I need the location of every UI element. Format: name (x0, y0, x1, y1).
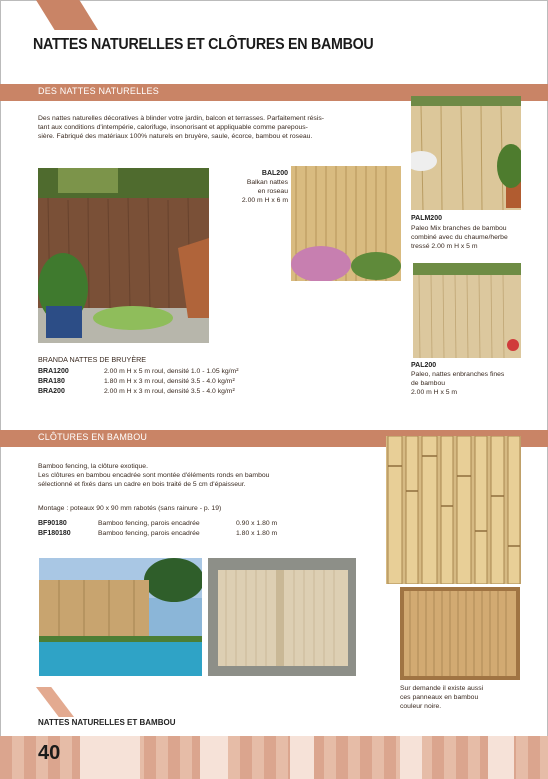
footer-block (488, 736, 514, 779)
photo-pal200 (413, 263, 521, 358)
black-panel-note (400, 684, 525, 711)
bf-code: BF90180 (38, 520, 67, 527)
palm200-line: Paleo Mix branches de bambou (411, 225, 507, 232)
pal200-line: Paleo, nattes enbranches fines (411, 371, 505, 378)
palm200-line: combiné avec du chaume/herbe (411, 234, 508, 241)
photo-bal200 (291, 166, 401, 281)
footer-block (290, 736, 314, 779)
clotures-intro-line: sélectionné et fixés dans un cadre en bois traité de 5 cm d'épaisseur. (38, 481, 246, 488)
note-line: ces panneaux en bambou (400, 694, 479, 701)
clotures-intro-line: Les clôtures en bambou encadrée sont montée d'éléments ronds en bambou (38, 472, 270, 479)
clotures-intro (38, 462, 378, 489)
photo-bruyere-garden (38, 168, 209, 343)
clotures-intro-line: Bamboo fencing, la clôture exotique. (38, 463, 148, 470)
bal200-code: BAL200 (261, 170, 288, 177)
photo-pool-fencing (39, 558, 202, 676)
bf-code: BF180180 (38, 530, 71, 537)
photo-bamboo-panel (400, 587, 520, 680)
photo-wall-fencing (208, 558, 356, 676)
branda-desc: 2.00 m H x 5 m roul, densité 1.0 - 1.05 kg/m² (104, 368, 239, 375)
footer-block (400, 736, 422, 779)
pal200-code: PAL200 (411, 362, 437, 369)
nattes-intro (38, 114, 408, 141)
intro-line: tant aux conditions d'intempérie, calorifuge, insonorisant et appliquable comme parepous- (38, 124, 308, 131)
bf-desc: Bamboo fencing, parois encadrée (98, 530, 200, 537)
bf-size: 0.90 x 1.80 m (236, 520, 278, 527)
bal200-line: 2.00 m H x 6 m (241, 197, 288, 204)
montage-note: Montage : poteaux 90 x 90 mm rabotés (sans rainure - p. 19) (38, 505, 222, 512)
bal200-line: en roseau (257, 188, 288, 195)
intro-line: Des nattes naturelles décoratives à blinder votre jardin, balcon et terrasses. Parfaitement résis- (38, 115, 324, 122)
palm200-desc (411, 224, 536, 251)
photo-palm200 (411, 96, 521, 210)
pal200-desc (411, 370, 536, 397)
pal200-line: 2.00 m H x 5 m (411, 389, 458, 396)
branda-code: BRA180 (38, 378, 65, 385)
palm200-line: tressé 2.00 m H x 5 m (411, 243, 478, 250)
bal200-line: Balkan nattes (246, 179, 288, 186)
pal200-line: de bambou (411, 380, 446, 387)
note-line: couleur noire. (400, 703, 442, 710)
branda-title: BRANDA NATTES DE BRUYÈRE (38, 355, 147, 364)
palm200-code: PALM200 (411, 215, 442, 222)
footer-block (200, 736, 228, 779)
branda-desc: 2.00 m H x 3 m roul, densité 3.5 - 4.0 kg/m² (104, 388, 235, 395)
footer-block (80, 736, 140, 779)
page-title: NATTES NATURELLES ET CLÔTURES EN BAMBOU (33, 36, 374, 53)
bf-size: 1.80 x 1.80 m (236, 530, 278, 537)
branda-code: BRA1200 (38, 368, 69, 375)
intro-line: sière. Fabriqué des matériaux 100% naturels en bruyère, saule, écorce, bambou et roseau. (38, 133, 313, 140)
note-line: Sur demande il existe aussi (400, 685, 484, 692)
branda-code: BRA200 (38, 388, 65, 395)
bf-desc: Bamboo fencing, parois encadrée (98, 520, 200, 527)
branda-desc: 1.80 m H x 3 m roul, densité 3.5 - 4.0 kg/m² (104, 378, 235, 385)
bal200-desc (228, 178, 288, 205)
photo-bamboo-poles (386, 436, 521, 584)
footer-label: NATTES NATURELLES ET BAMBOU (38, 718, 176, 727)
page-number: 40 (38, 742, 61, 764)
section-title-clotures: CLÔTURES EN BAMBOU (38, 432, 148, 442)
section-title-nattes: DES NATTES NATURELLES (38, 86, 159, 96)
